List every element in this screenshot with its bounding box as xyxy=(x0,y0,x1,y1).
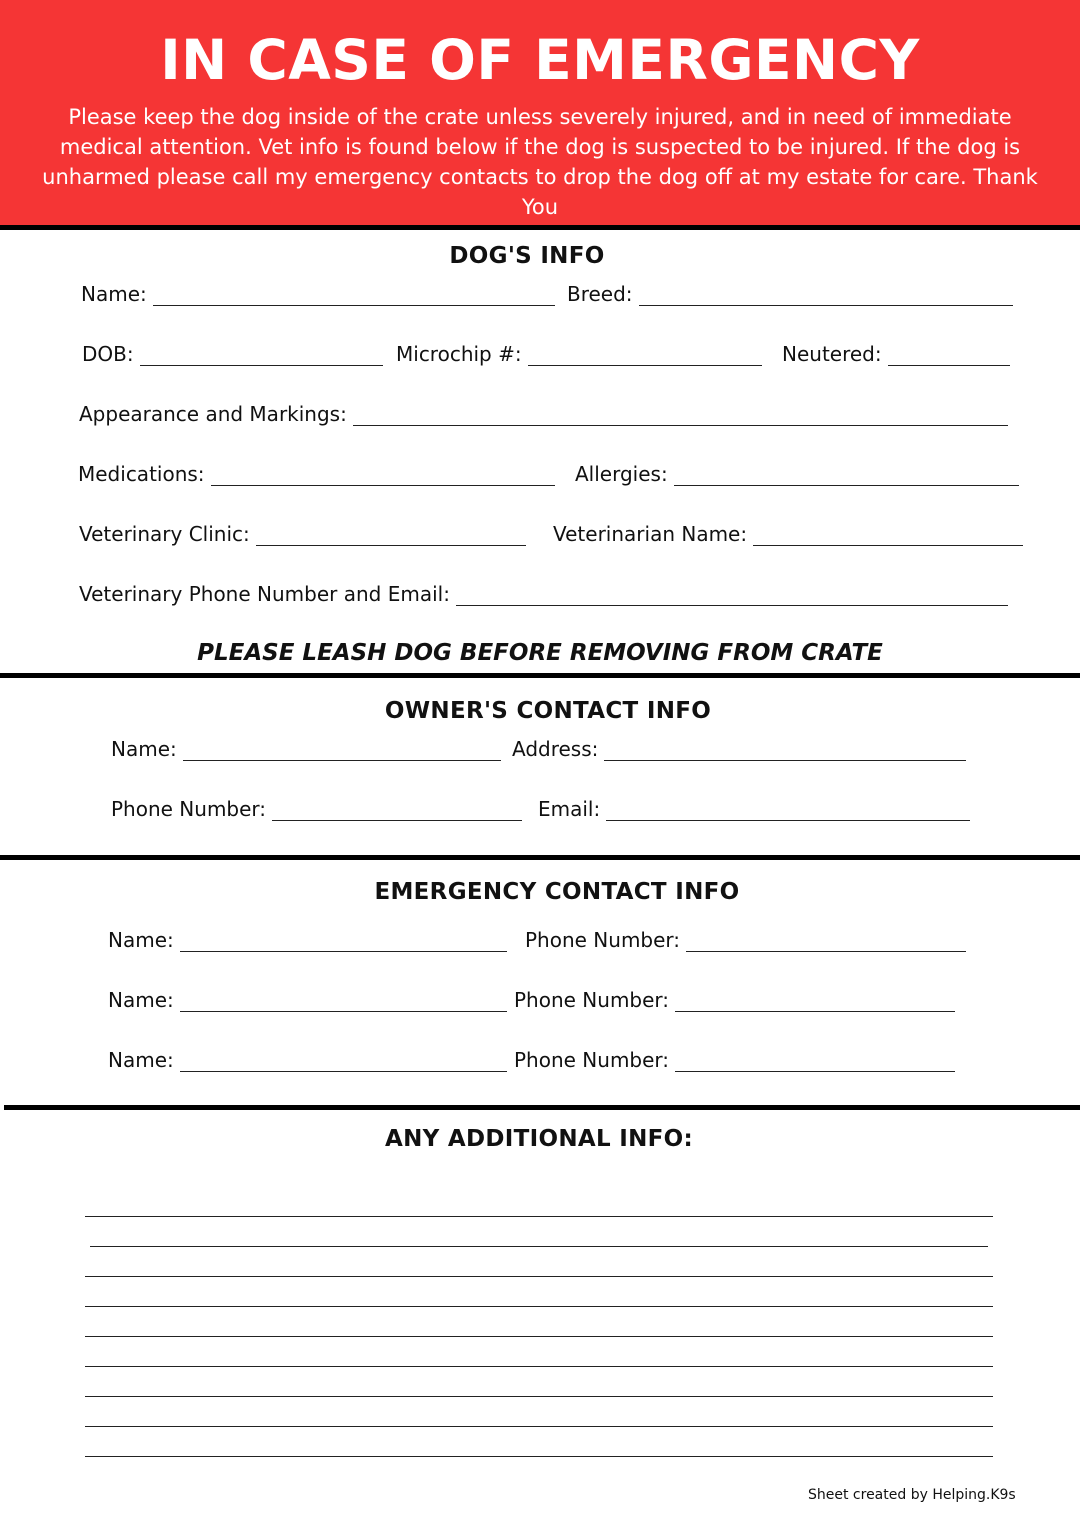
emergency-banner xyxy=(0,0,1080,225)
owner-address-blank[interactable] xyxy=(604,742,966,761)
neutered-blank[interactable] xyxy=(888,347,1010,366)
owner-email-label: Email: xyxy=(538,797,601,821)
leash-notice: PLEASE LEASH DOG BEFORE REMOVING FROM CRATE xyxy=(197,640,883,666)
breed-field[interactable] xyxy=(567,282,1013,306)
appearance-blank[interactable] xyxy=(353,407,1008,426)
emergency-phone-field[interactable] xyxy=(514,1048,955,1072)
additional-info-line[interactable] xyxy=(85,1366,993,1367)
dob-blank[interactable] xyxy=(140,347,383,366)
additional-info-line[interactable] xyxy=(85,1306,993,1307)
emergency-phone-field[interactable] xyxy=(514,988,955,1012)
vet-name-label: Veterinarian Name: xyxy=(553,522,748,546)
emergency-phone-label: Phone Number: xyxy=(514,988,670,1012)
appearance-label: Appearance and Markings: xyxy=(79,402,347,426)
owner-email-field[interactable] xyxy=(538,797,970,821)
owner-name-field[interactable] xyxy=(111,737,501,761)
neutered-label: Neutered: xyxy=(782,342,882,366)
medications-blank[interactable] xyxy=(211,467,555,486)
medications-label: Medications: xyxy=(78,462,205,486)
neutered-field[interactable] xyxy=(782,342,1010,366)
vet-name-blank[interactable] xyxy=(753,527,1023,546)
owner-phone-blank[interactable] xyxy=(272,802,522,821)
emergency-name-label: Name: xyxy=(108,1048,174,1072)
microchip-field[interactable] xyxy=(396,342,762,366)
dog-name-label: Name: xyxy=(81,282,147,306)
emergency-phone-blank[interactable] xyxy=(675,993,955,1012)
vet-clinic-blank[interactable] xyxy=(256,527,526,546)
owner-address-label: Address: xyxy=(512,737,599,761)
dog-name-field[interactable] xyxy=(81,282,555,306)
divider xyxy=(0,225,1080,230)
vet-name-field[interactable] xyxy=(553,522,1023,546)
additional-info-line[interactable] xyxy=(85,1396,993,1397)
vet-contact-blank[interactable] xyxy=(456,587,1008,606)
emergency-name-label: Name: xyxy=(108,988,174,1012)
owner-name-blank[interactable] xyxy=(183,742,501,761)
dob-label: DOB: xyxy=(82,342,134,366)
owner-address-field[interactable] xyxy=(512,737,966,761)
emergency-name-label: Name: xyxy=(108,928,174,952)
emergency-phone-label: Phone Number: xyxy=(525,928,681,952)
emergency-phone-blank[interactable] xyxy=(675,1053,955,1072)
emergency-contact-heading: EMERGENCY CONTACT INFO xyxy=(374,879,740,905)
additional-info-line[interactable] xyxy=(85,1216,993,1217)
emergency-name-field[interactable] xyxy=(108,988,507,1012)
owner-email-blank[interactable] xyxy=(606,802,970,821)
breed-label: Breed: xyxy=(567,282,633,306)
emergency-name-blank[interactable] xyxy=(180,1053,507,1072)
microchip-blank[interactable] xyxy=(528,347,762,366)
owner-contact-heading: OWNER'S CONTACT INFO xyxy=(384,698,712,724)
allergies-label: Allergies: xyxy=(575,462,668,486)
footer-credit: Sheet created by Helping.K9s xyxy=(808,1487,1016,1503)
owner-name-label: Name: xyxy=(111,737,177,761)
allergies-blank[interactable] xyxy=(674,467,1019,486)
dog-name-blank[interactable] xyxy=(153,287,555,306)
owner-phone-label: Phone Number: xyxy=(111,797,267,821)
divider xyxy=(4,1105,1080,1110)
appearance-field[interactable] xyxy=(79,402,1008,426)
additional-info-line[interactable] xyxy=(90,1246,988,1247)
additional-info-heading: ANY ADDITIONAL INFO: xyxy=(384,1126,694,1152)
page-title: IN CASE OF EMERGENCY xyxy=(160,28,920,92)
additional-info-line[interactable] xyxy=(85,1336,993,1337)
medications-field[interactable] xyxy=(78,462,555,486)
dogs-info-heading: DOG'S INFO xyxy=(449,243,605,269)
vet-contact-field[interactable] xyxy=(79,582,1008,606)
emergency-phone-label: Phone Number: xyxy=(514,1048,670,1072)
allergies-field[interactable] xyxy=(575,462,1019,486)
breed-blank[interactable] xyxy=(639,287,1013,306)
vet-clinic-label: Veterinary Clinic: xyxy=(79,522,250,546)
dob-field[interactable] xyxy=(82,342,383,366)
additional-info-line[interactable] xyxy=(85,1426,993,1427)
emergency-name-blank[interactable] xyxy=(180,933,507,952)
divider xyxy=(0,855,1080,860)
emergency-phone-field[interactable] xyxy=(525,928,966,952)
banner-message: Please keep the dog inside of the crate unless severely injured, and in need of immediate medical attention. Vet info is found below if the dog is suspected to be injured. If the dog is unharmed please call my emergency contacts to drop the dog off at my estate for care. Thank You xyxy=(42,105,1038,219)
vet-contact-label: Veterinary Phone Number and Email: xyxy=(79,582,450,606)
emergency-name-blank[interactable] xyxy=(180,993,507,1012)
microchip-label: Microchip #: xyxy=(396,342,522,366)
divider xyxy=(0,673,1080,678)
emergency-name-field[interactable] xyxy=(108,1048,507,1072)
emergency-phone-blank[interactable] xyxy=(686,933,966,952)
additional-info-line[interactable] xyxy=(85,1456,993,1457)
emergency-name-field[interactable] xyxy=(108,928,507,952)
vet-clinic-field[interactable] xyxy=(79,522,526,546)
owner-phone-field[interactable] xyxy=(111,797,522,821)
additional-info-line[interactable] xyxy=(85,1276,993,1277)
